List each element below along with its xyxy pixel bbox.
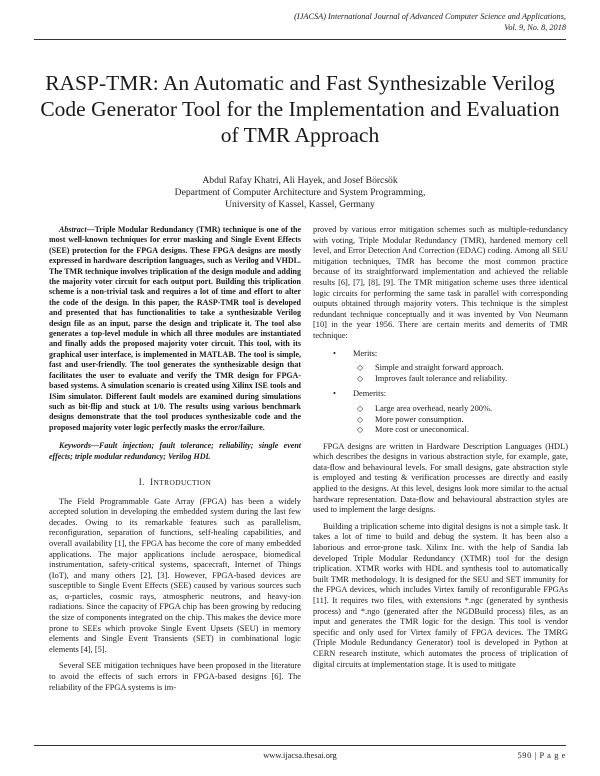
diamond-bullet-icon: ◇ (357, 373, 364, 383)
left-column (49, 225, 301, 693)
author-university: University of Kassel, Kassel, Germany (225, 199, 375, 210)
bullet-icon: • (333, 348, 336, 358)
author-block (0, 175, 600, 211)
header-divider (34, 39, 566, 40)
merit-text: Improves fault tolerance and reliability. (375, 373, 508, 383)
list-item (353, 363, 568, 374)
paragraph: The Field Programmable Gate Array (FPGA) has been a widely accepted solution in developing the embedded system during the last few decades. Owing to its remarkable features such as parallelism, reconfiguration, separation of functions, self-healing capabilities, and overall availability [1], the FPGA has become the core of many embedded applications. The major applications include aerospace, biomedical instrumentation, safety-critical systems, spacecraft, Internet of Things (IoT), and many others [2], [3]. However, FPGA-based devices are susceptible to Single Event Effects (SEE) caused by various sources such as, α-particles, cosmic rays, atmospheric neutrons, and heavy-ion radiations. Since the capacity of FPGA chip has been growing by reducing the size of components integrated on the chip. This makes the device more prone to SEEs which provoke Single Event Upsets (SEU) in memory elements and Single Event Transients (SET) in combinational logic elements [4], [5]. (49, 496, 301, 654)
list-item (353, 404, 568, 415)
author-department: Department of Computer Architecture and System Programming, (174, 187, 426, 198)
list-item (353, 425, 568, 436)
list-item (353, 374, 568, 385)
merits-demerits-list (313, 349, 568, 436)
author-names: Abdul Rafay Khatri, Ali Hayek, and Josef Börcsök (202, 175, 398, 186)
list-item (353, 415, 568, 426)
journal-header-line2: Vol. 9, No. 8, 2018 (504, 23, 566, 32)
paragraph: proved by various error mitigation schemes such as multiple-redundancy with voting, Triple Modular Redundancy (TMR), hardened memory cell level, and Error Detection And Correction (EDAC) coding. Among all SEU mitigation techniques, TMR has become the most common practice because of its straightforward implementation and achieved the reliable results [6], [7], [8], [9]. The TMR mitigation scheme uses three identical logic circuits for performing the same task in parallel with corresponding outputs obtained through majority voters. This technique is the simplest redundant technique conceptually and it was invented by Von Neumann [10] in the year 1956. There are certain merits and demerits of TMR technique: (313, 225, 568, 340)
abstract (49, 225, 301, 433)
section-heading-introduction (49, 477, 301, 489)
journal-header (166, 11, 566, 33)
merits-sublist (353, 363, 568, 384)
paragraph: Several SEE mitigation techniques have been proposed in the literature to avoid the effects of such errors in FPGA-based designs [6]. The reliability of the FPGA systems is im- (49, 661, 301, 692)
abstract-text: —Triple Modular Redundancy (TMR) technique is one of the most well-known techniques for error masking and Single Event Effects (SEE) protection for the FPGA designs. These FPGA designs are mostly expressed in hardware description languages, such as Verilog and VHDL. The TMR technique involves triplication of the design module and adding the majority voter circuit for each output port. Building this triplication scheme is a non-trivial task and requires a lot of time and effort to alter the code of the design. In this paper, the RASP-TMR tool is developed and presented that has functionalities to take a synthesizable Verilog design file as an input, parse the design and triplicate it. The tool also generates a top-level module in which all three modules are instantiated and finally adds the proposed majority voter circuit. This tool, with its graphical user interface, is implemented in MATLAB. The tool is simple, fast and user-friendly. The tool generates the synthesizable design that facilitates the user to evaluate and verify the TMR design for FPGA-based systems. A simulation scenario is created using Xilinx ISE tools and ISim simulator. Different fault models are examined during simulations such as bit-flip and stuck at 1/0. The results using various benchmark designs demonstrate that the tool produces synthesizable code and the proposed majority voter logic perfectly masks the error/failure. (49, 225, 301, 432)
paper-title: RASP-TMR: An Automatic and Fast Synthesizable Verilog Code Generator Tool for the Implementation and Evaluation of TMR Approach (40, 71, 560, 148)
demerits-sublist (353, 404, 568, 436)
demerits-label: Demerits: (353, 389, 387, 399)
section-number: I. (138, 476, 145, 487)
keywords (49, 441, 301, 462)
list-item-merits (313, 349, 568, 385)
list-item-demerits (313, 389, 568, 435)
right-column (313, 225, 568, 670)
paragraph: Building a triplication scheme into digital designs is not a simple task. It takes a lot of time to build and debug the system. It has been also a laborious and error-prone task. Xilinx Inc. with the help of Sandia lab developed Triple Modular Redundancy (XTMR) tool for the design triplication. XTMR works with HDL and synthesis tool to automatically built TMR methodology. It is designed for the SEU and SET immunity for the FPGA devices, which includes Virtex family of reconfigurable FPGAs [11]. It requires two files, with extensions *.ngc (generated by synthesis process) and *.ngo (generated after the NGDBuild process) files, as an input and generates the TMR logic for the design. This tool is vendor specific and only used for Virtex family of FPGA devices. The TMRG (Triple Module Redundancy Generator) tool is developed in Python at CERN research institute, which automates the process of triplication of digital circuits at implementation stage. It is used to mitigate (313, 521, 568, 669)
journal-header-line1: (IJACSA) International Journal of Advanced Computer Science and Applications, (294, 12, 566, 21)
diamond-bullet-icon: ◇ (357, 414, 364, 424)
demerit-text: More power consumption. (375, 414, 464, 424)
demerit-text: More cost or uneconomical. (375, 425, 469, 435)
keywords-text: —Fault injection; fault tolerance; reliability; single event effects; triple modular redundancy; Verilog HDL (49, 441, 301, 461)
bullet-icon: • (333, 389, 336, 399)
paragraph: FPGA designs are written in Hardware Description Languages (HDL) which describes the designs in various abstraction style, for example, gate, data-flow and behavioural levels. For small designs, gate abstraction style is employed and testing & verification processes are directly and easily applied to the designs. At this level, designs look more similar to the actual hardware representation. Data-flow and behavioural abstraction styles are used to implement the large designs. (313, 441, 568, 515)
diamond-bullet-icon: ◇ (357, 363, 364, 373)
footer-divider (34, 745, 566, 746)
diamond-bullet-icon: ◇ (357, 425, 364, 435)
section-title-initial: I (150, 476, 154, 487)
keywords-label: Keywords (59, 441, 91, 451)
page-number: 590 | P a g e (517, 751, 566, 760)
abstract-label: Abstract (59, 225, 87, 234)
demerit-text: Large area overhead, nearly 200%. (375, 403, 493, 413)
merit-text: Simple and straight forward approach. (375, 363, 504, 373)
diamond-bullet-icon: ◇ (357, 403, 364, 413)
footer-url: www.ijacsa.thesai.org (263, 751, 337, 760)
merits-label: Merits: (353, 348, 378, 358)
section-title-rest: NTRODUCTION (153, 477, 212, 487)
